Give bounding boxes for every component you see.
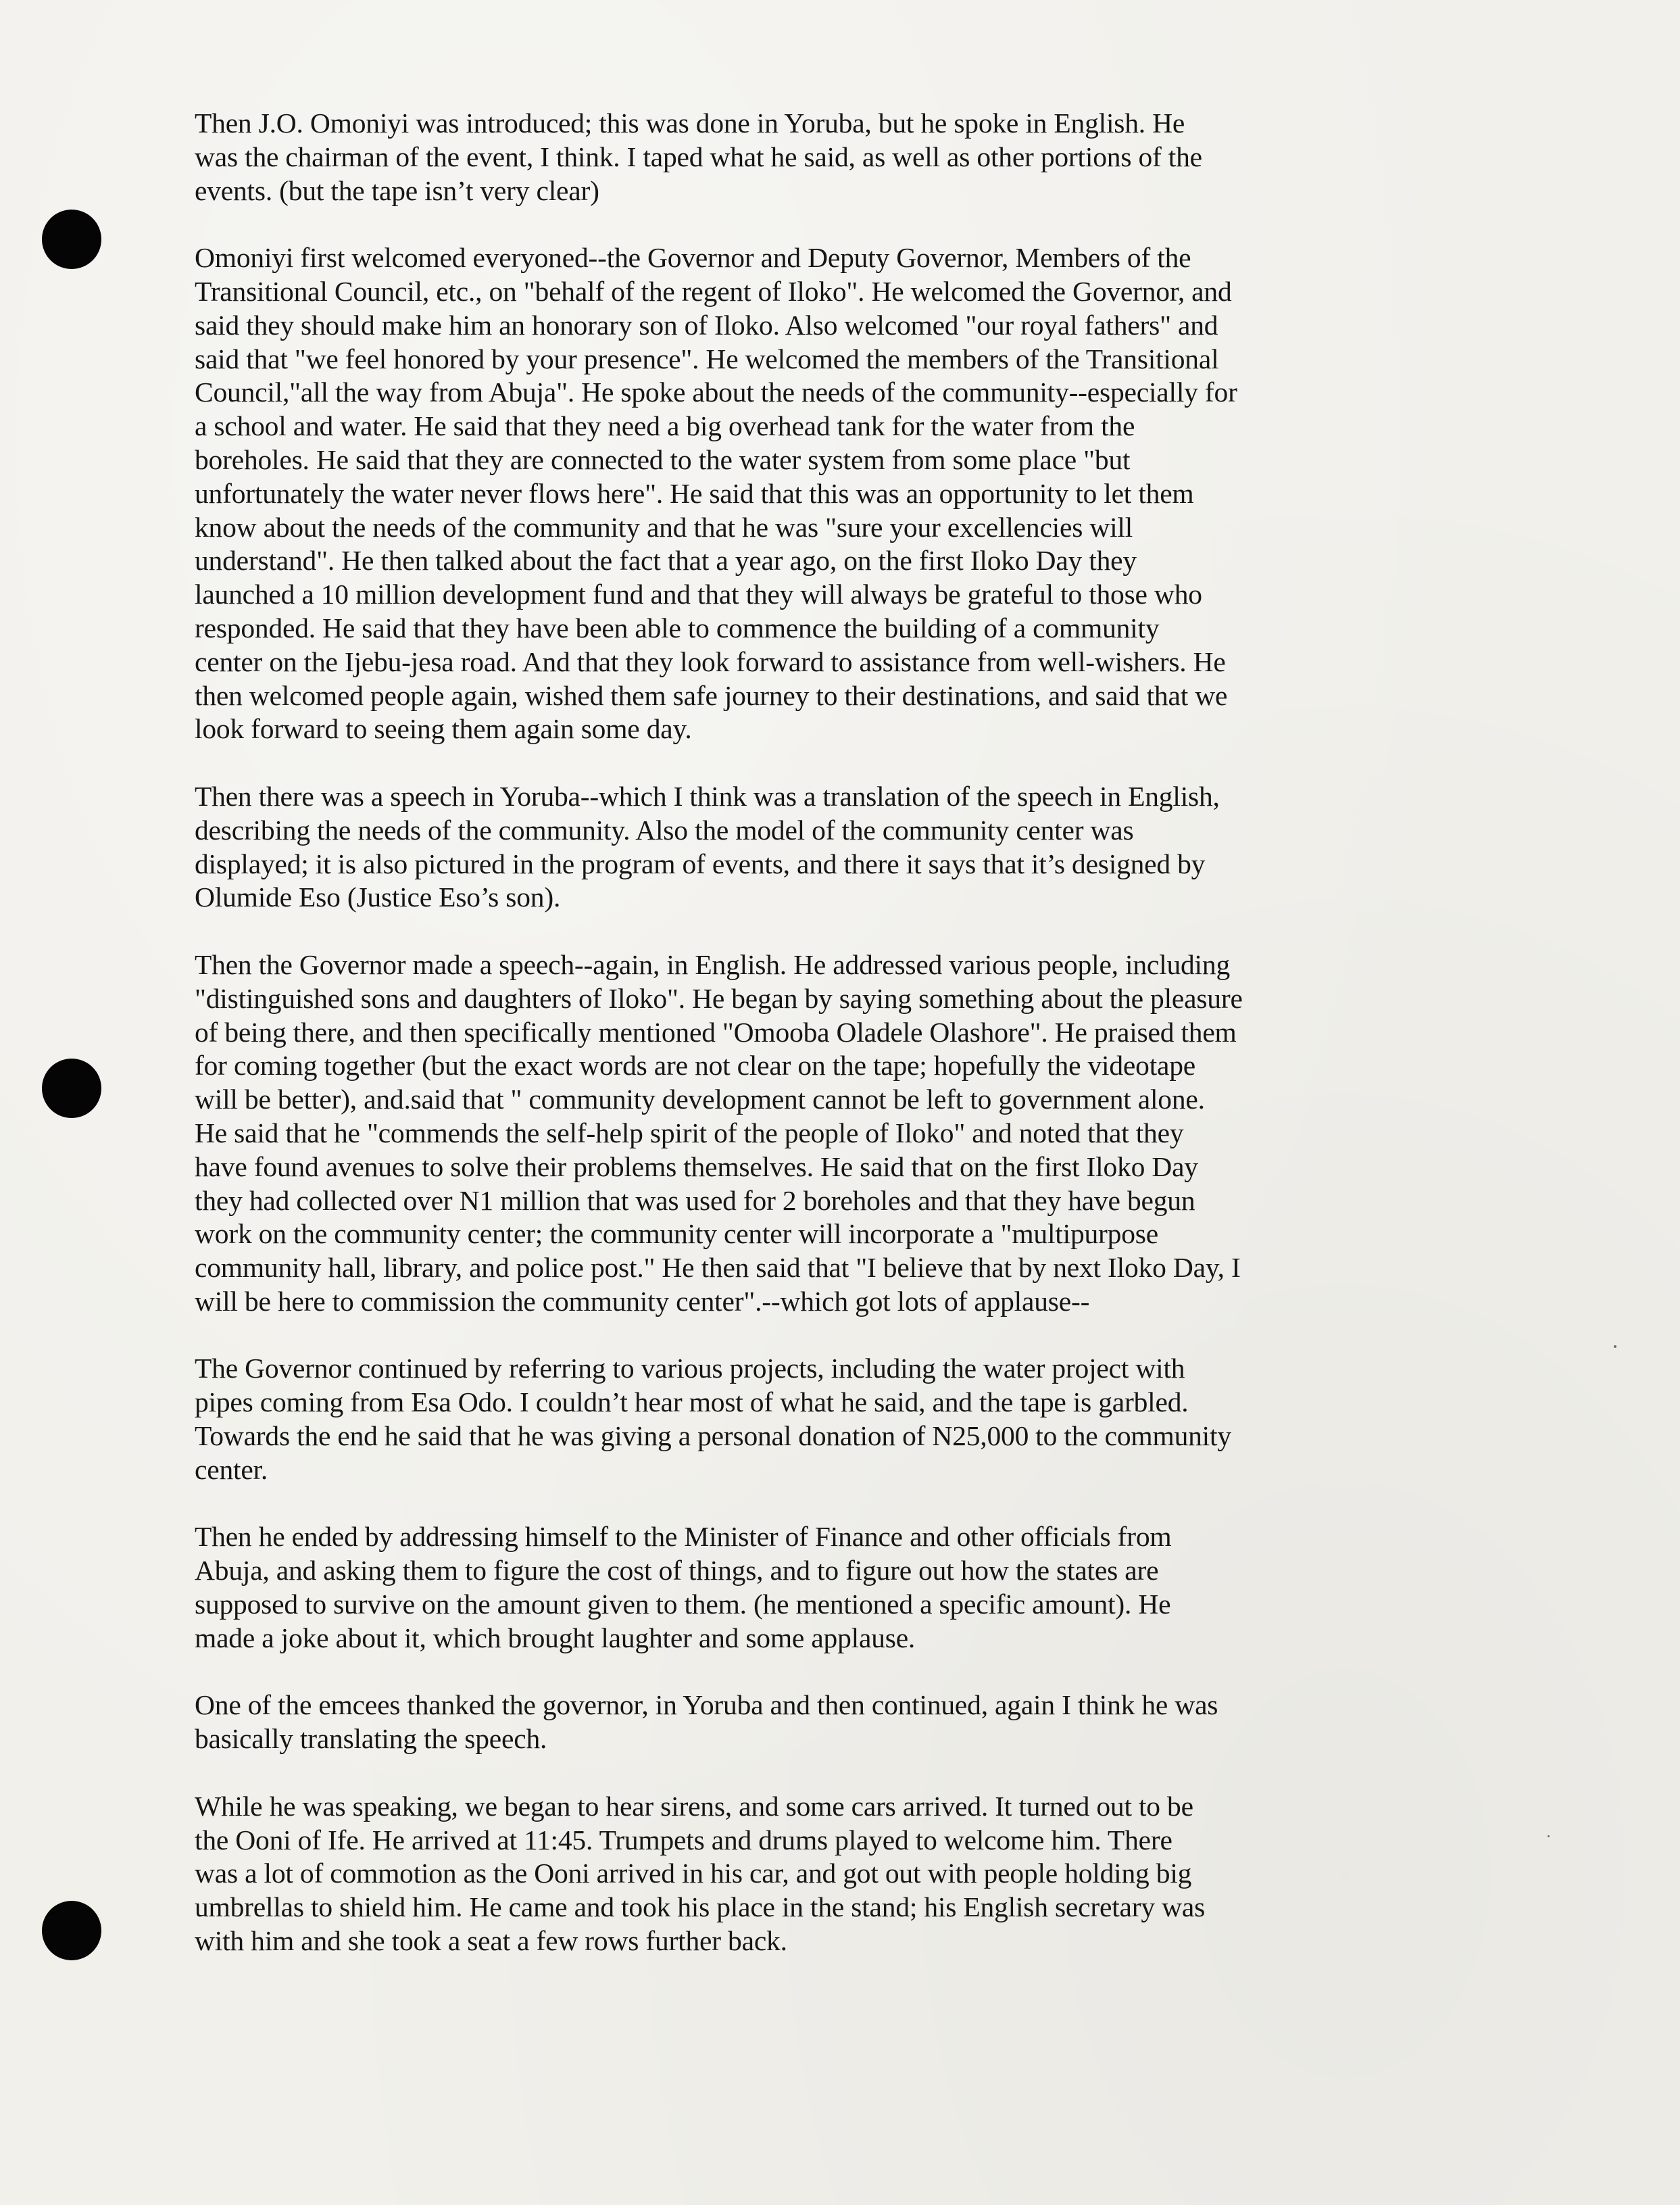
paragraph-omoniyi-welcome-speech: Omoniyi first welcomed everyoned--the Governor and Deputy Governor, Members of the Transitional Council, etc., on "behalf of the regent of Iloko". He welcomed the Governor, and said they should make him an honorary son of Iloko. Also welcomed "our royal fathers" and said that "we feel honored by your presence". He welcomed the members of the Transitional Council,"all the way from Abuja". He spoke about the needs of the community--especially for a school and water. He said that they need a big overhead tank for the water from the boreholes. He said that they are connected to the water system from some place "but unfortunately the water never flows here". He said that this was an opportunity to let them know about the needs of the community and that he was "sure your excellencies will understand". He then talked about the fact that a year ago, on the first Iloko Day they launched a 10 million development fund and that they will always be grateful to those who responded. He said that they have been able to commence the building of a community center on the Ijebu-jesa road. And that they look forward to assistance from well-wishers. He then welcomed people again, wished them safe journey to their destinations, and said that we look forward to seeing them again some day. — [195, 242, 1237, 745]
paragraph-governor-speech: Then the Governor made a speech--again, in English. He addressed various people, including "distinguished sons and daughters of Iloko". He began by saying something about the pleasure of being there, and then specifically mentioned "Omooba Oladele Olashore". He praised them for coming together (but the exact words are not clear on the tape; hopefully the videotape will be better), and.said that " community development cannot be left to government alone. He said that he "commends the self-help spirit of the people of Iloko" and noted that they have found avenues to solve their problems themselves. He said that on the first Iloko Day they had collected over N1 million that was used for 2 boreholes and that they have begun work on the community center; the community center will incorporate a "multipurpose community hall, library, and police post." He then said that "I believe that by next Iloko Day, I will be here to commission the community center".--which got lots of applause-- — [195, 948, 1243, 1317]
paragraph-governor-closing: Then he ended by addressing himself to the Minister of Finance and other officials from Abuja, and asking them to figure the cost of things, and to figure out how the states are supposed to survive on the amount given to them. (he mentioned a specific amount). He made a joke about it, which brought laughter and some applause. — [195, 1521, 1172, 1653]
paper-speck — [1614, 1345, 1616, 1348]
paragraph-omoniyi-introduction: Then J.O. Omoniyi was introduced; this was done in Yoruba, but he spoke in English. He was the chairman of the event, I think. I taped what he said, as well as other portions of the events. (but the tape isn’t very clear) — [195, 107, 1202, 206]
paragraph-emcee-translation: One of the emcees thanked the governor, in Yoruba and then continued, again I think he was basically translating the speech. — [195, 1689, 1218, 1755]
paper-speck — [1548, 1835, 1550, 1837]
binder-hole-top — [42, 210, 101, 269]
paragraph-governor-projects: The Governor continued by referring to various projects, including the water project with pipes coming from Esa Odo. I couldn’t hear most of what he said, and the tape is garbled. Towards the end he said that he was giving a personal donation of N25,000 to the community center. — [195, 1353, 1231, 1485]
binder-hole-middle — [42, 1059, 101, 1118]
paragraph-yoruba-speech: Then there was a speech in Yoruba--which I think was a translation of the speech in English, describing the needs of the community. Also the model of the community center was displayed; it is also pictured in the program of events, and there it says that it’s designed by Olumide Eso (Justice Eso’s son). — [195, 780, 1220, 913]
paragraph-ooni-arrival: While he was speaking, we began to hear sirens, and some cars arrived. It turned out to be the Ooni of Ife. He arrived at 11:45. Trumpets and drums played to welcome him. There was a lot of commotion as the Ooni arrived in his car, and got out with people holding big umbrellas to shield him. He came and took his place in the stand; his English secretary was with him and she took a seat a few rows further back. — [195, 1790, 1206, 1957]
binder-hole-bottom — [42, 1901, 101, 1960]
document-body — [195, 107, 1519, 1958]
